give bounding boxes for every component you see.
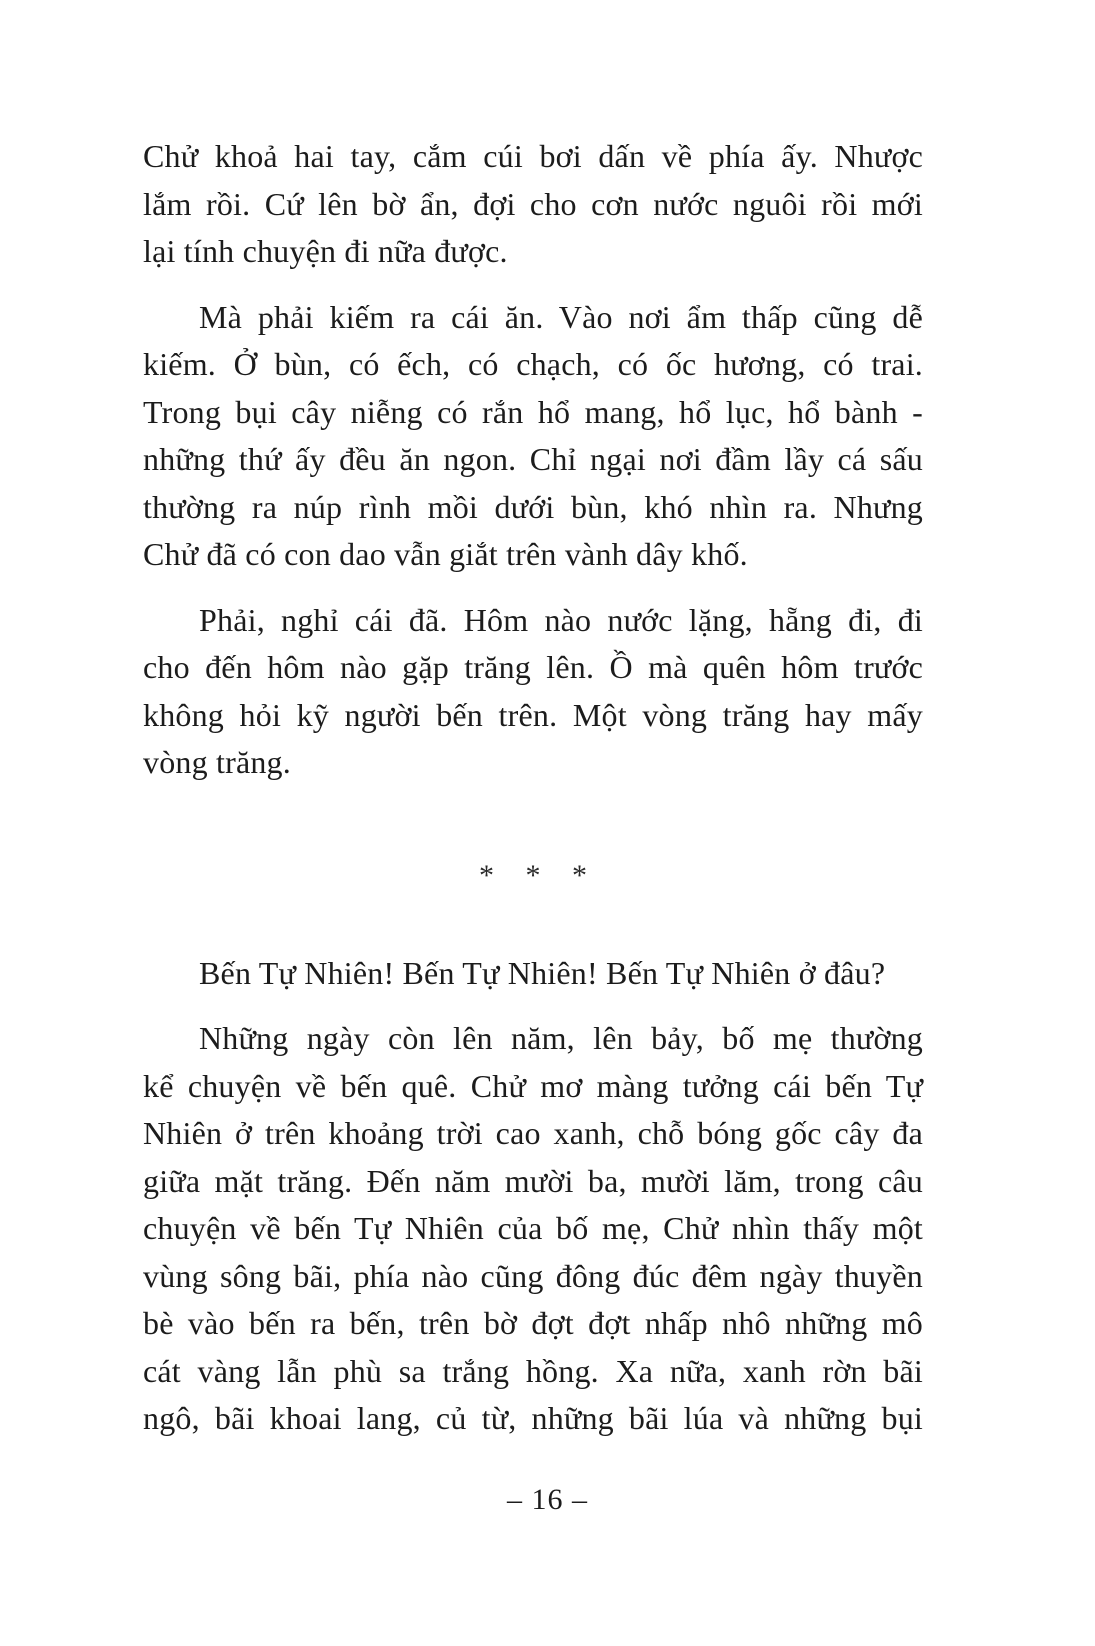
text-line: Phải, nghỉ cái đã. Hôm nào nước lặng, hẵng đi, đi xyxy=(199,601,923,638)
section-separator: * * * xyxy=(479,858,587,892)
text-line: Trong bụi cây niễng có rắn hổ mang, hổ lục, hổ bành - xyxy=(143,393,923,430)
paragraph xyxy=(143,597,923,787)
text-line: không hỏi kỹ người bến trên. Một vòng trăng hay mấy xyxy=(143,696,923,733)
text-line: Bến Tự Nhiên! Bến Tự Nhiên! Bến Tự Nhiên ở đâu? xyxy=(199,954,886,991)
text-line: lắm rồi. Cứ lên bờ ẩn, đợi cho cơn nước nguôi rồi mới xyxy=(143,185,923,222)
text-line: kể chuyện về bến quê. Chử mơ màng tưởng cái bến Tự xyxy=(143,1067,923,1104)
text-line: bè vào bến ra bến, trên bờ đợt đợt nhấp nhô những mô xyxy=(143,1305,923,1341)
page-number: – 16 – xyxy=(507,1483,588,1516)
text-line: ngô, bãi khoai lang, củ từ, những bãi lúa và những bụi xyxy=(143,1400,923,1436)
text-line: giữa mặt trăng. Đến năm mười ba, mười lăm, trong câu xyxy=(143,1162,923,1199)
text-line: vòng trăng. xyxy=(143,744,291,780)
text-line: lại tính chuyện đi nữa được. xyxy=(143,233,508,269)
text-line: Chử đã có con dao vẫn giắt trên vành dây khố. xyxy=(143,536,748,572)
text-line: chuyện về bến Tự Nhiên của bố mẹ, Chử nhìn thấy một xyxy=(143,1210,923,1246)
text-line: Những ngày còn lên năm, lên bảy, bố mẹ thường xyxy=(199,1020,923,1056)
paragraph xyxy=(143,1015,923,1443)
text-line: Mà phải kiếm ra cái ăn. Vào nơi ẩm thấp cũng dễ xyxy=(199,298,923,335)
paragraph xyxy=(143,950,923,998)
text-line: thường ra núp rình mồi dưới bùn, khó nhìn ra. Nhưng xyxy=(143,488,923,525)
paragraph xyxy=(143,294,923,579)
text-line: Nhiên ở trên khoảng trời cao xanh, chỗ bóng gốc cây đa xyxy=(143,1115,923,1151)
text-line: cát vàng lẫn phù sa trắng hồng. Xa nữa, xanh rờn bãi xyxy=(143,1352,923,1389)
text-line: vùng sông bãi, phía nào cũng đông đúc đêm ngày thuyền xyxy=(143,1257,923,1294)
paragraph xyxy=(143,133,923,276)
text-line: những thứ ấy đều ăn ngon. Chỉ ngại nơi đầm lầy cá sấu xyxy=(143,441,923,477)
text-block xyxy=(143,133,923,1461)
text-line: Chử khoả hai tay, cắm cúi bơi dấn về phía ấy. Nhược xyxy=(143,138,923,174)
text-line: kiếm. Ở bùn, có ếch, có chạch, có ốc hương, có trai. xyxy=(143,346,923,382)
text-line: cho đến hôm nào gặp trăng lên. Ồ mà quên hôm trước xyxy=(143,649,923,685)
